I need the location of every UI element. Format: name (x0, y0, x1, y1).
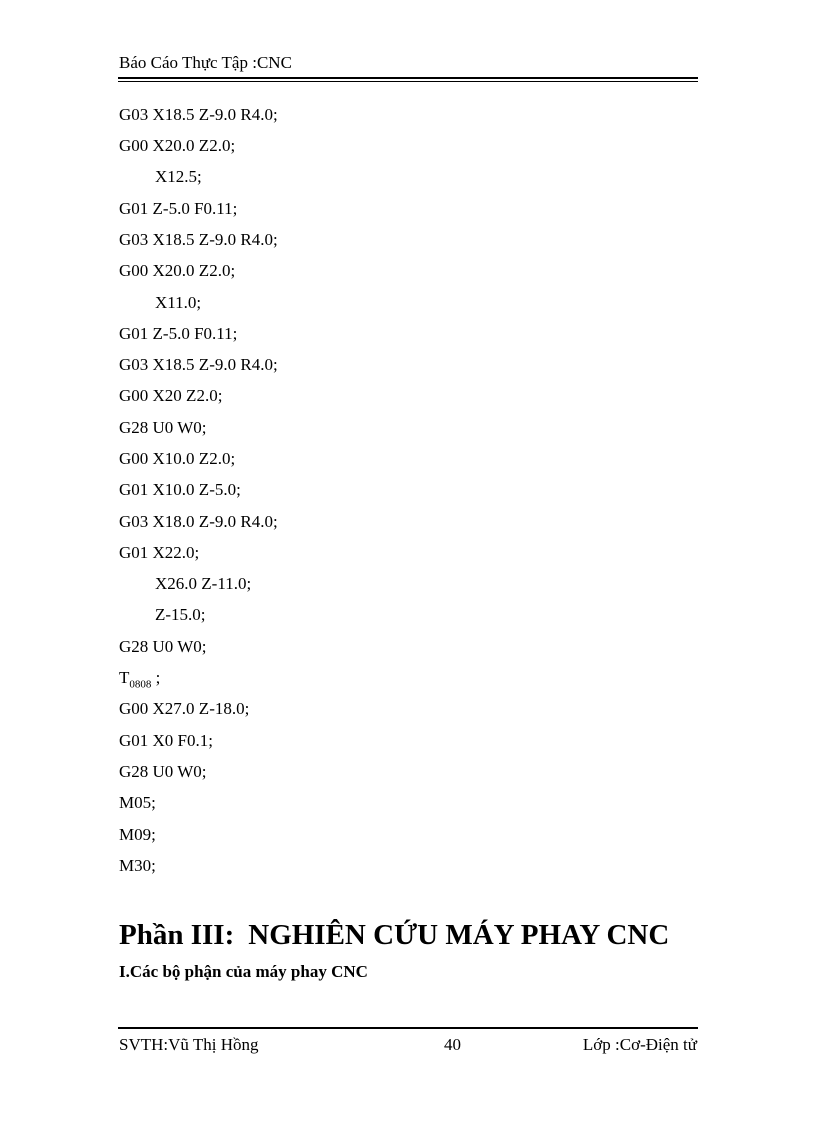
code-line: G03 X18.0 Z-9.0 R4.0; (119, 512, 278, 531)
code-line: G28 U0 W0; (119, 637, 207, 656)
code-line: X11.0; (155, 293, 202, 312)
section-title-text: NGHIÊN CỨU MÁY PHAY CNC (248, 919, 670, 951)
tool-call-suffix: ; (151, 668, 161, 687)
code-line: G03 X18.5 Z-9.0 R4.0; (119, 105, 278, 124)
code-line: X12.5; (155, 167, 202, 186)
code-line: G00 X27.0 Z-18.0; (119, 699, 250, 718)
code-line: X26.0 Z-11.0; (155, 574, 252, 593)
code-line: M09; (119, 825, 156, 844)
code-line: G28 U0 W0; (119, 418, 207, 437)
code-line: G01 X22.0; (119, 543, 200, 562)
header-rule-thin (118, 81, 698, 82)
code-line: G00 X10.0 Z2.0; (119, 449, 236, 468)
code-line: M05; (119, 793, 156, 812)
code-line: M30; (119, 856, 156, 875)
code-line: G28 U0 W0; (119, 762, 207, 781)
section-part: Phần III: (119, 919, 235, 951)
header-rule-thick (118, 77, 698, 79)
page-number: 40 (444, 1035, 461, 1054)
code-line: Z-15.0; (155, 605, 206, 624)
footer-class: Lớp :Cơ-Điện tử (582, 1035, 697, 1054)
code-line: G01 Z-5.0 F0.11; (119, 324, 238, 343)
footer-rule (118, 1027, 698, 1029)
tool-call-number: 0808 (129, 678, 152, 691)
tool-call-letter: T (119, 668, 130, 687)
code-line: G01 Z-5.0 F0.11; (119, 199, 238, 218)
code-line: G01 X0 F0.1; (119, 731, 213, 750)
tool-call-line (119, 667, 160, 689)
code-line: G00 X20.0 Z2.0; (119, 261, 236, 280)
header-title: Báo Cáo Thực Tập :CNC (119, 53, 292, 72)
subsection-heading: I.Các bộ phận của máy phay CNC (119, 962, 368, 981)
footer-author: SVTH:Vũ Thị Hồng (119, 1035, 259, 1054)
code-line: G01 X10.0 Z-5.0; (119, 480, 241, 499)
section-heading (119, 917, 669, 953)
code-line: G03 X18.5 Z-9.0 R4.0; (119, 355, 278, 374)
code-line: G03 X18.5 Z-9.0 R4.0; (119, 230, 278, 249)
code-line: G00 X20 Z2.0; (119, 386, 223, 405)
code-line: G00 X20.0 Z2.0; (119, 136, 236, 155)
